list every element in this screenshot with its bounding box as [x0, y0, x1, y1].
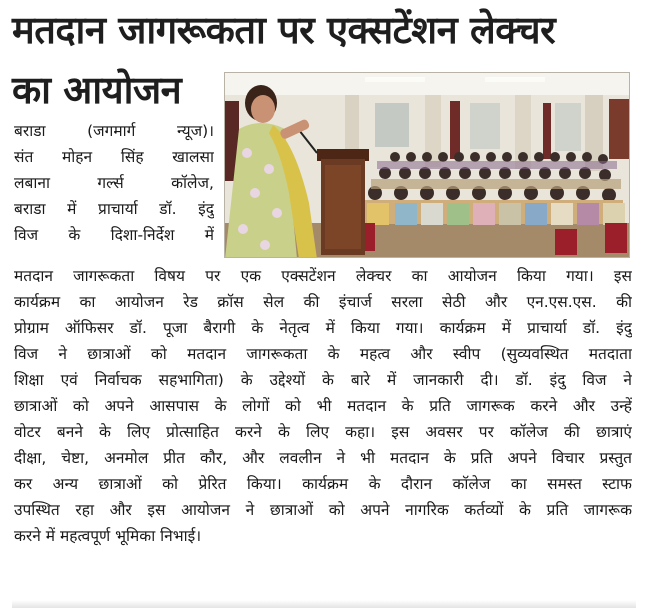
body-line: वोटर बनने के लिए प्रोत्साहित करने के लिए कहा। इस अवसर पर कॉलेज की छात्राएं [14, 423, 632, 441]
intro-line: विज के दिशा-निर्देश में [14, 226, 214, 244]
body-line: कर अन्य छात्राओं को प्रेरित किया। कार्यक्रम के दौरान कॉलेज का समस्त स्टाफ [14, 475, 632, 493]
intro-line: संत मोहन सिंह खालसा [14, 148, 214, 166]
intro-line: बराडा (जगमार्ग न्यूज)। [14, 122, 214, 140]
intro-column [14, 118, 214, 248]
body-line-last: करने में महत्वपूर्ण भूमिका निभाई। [14, 527, 202, 545]
body-line: छात्राओं को अपने आसपास के लोगों को भी मतदान के प्रति जागरूक करने और उन्हें [14, 397, 632, 415]
article-body [14, 263, 632, 549]
body-line: विज ने छात्राओं को मतदान जागरूकता के महत्व और स्वीप (सुव्यवस्थित मतदाता [14, 345, 632, 363]
body-line: उपस्थित रहा और इस आयोजन ने छात्राओं को अपने नागरिक कर्तव्यों के प्रति जागरूक [14, 501, 632, 519]
body-line: शिक्षा एवं निर्वाचक सहभागिता) के उद्देश्यों के बारे में जानकारी दी। डॉ. इंदु विज ने [14, 371, 632, 389]
event-photo [224, 72, 630, 258]
body-line: मतदान जागरूकता विषय पर एक एक्सटेंशन लेक्चर का आयोजन किया गया। इस [14, 267, 632, 285]
body-line: कार्यक्रम का आयोजन रेड क्रॉस सेल की इंचार्ज सरला सेठी और एन.एस.एस. की [14, 293, 632, 311]
headline-line-2: का आयोजन [12, 68, 182, 112]
headline-line-1: मतदान जागरूकता पर एक्सटेंशन लेक्चर [12, 8, 556, 52]
intro-line: बराडा में प्राचार्या डॉ. इंदु [14, 200, 214, 218]
body-line: दीक्षा, चेष्टा, अनमोल प्रीत कौर, और लवलीन ने भी मतदान के प्रति अपने विचार प्रस्तुत [14, 449, 632, 467]
bottom-edge [12, 600, 636, 608]
intro-line: लबाना गर्ल्स कॉलेज, [14, 174, 214, 192]
body-line: प्रोग्राम ऑफिसर डॉ. पूजा बैरागी के नेतृत्व में किया गया। कार्यक्रम में प्राचार्या डॉ. इंदु [14, 319, 632, 337]
